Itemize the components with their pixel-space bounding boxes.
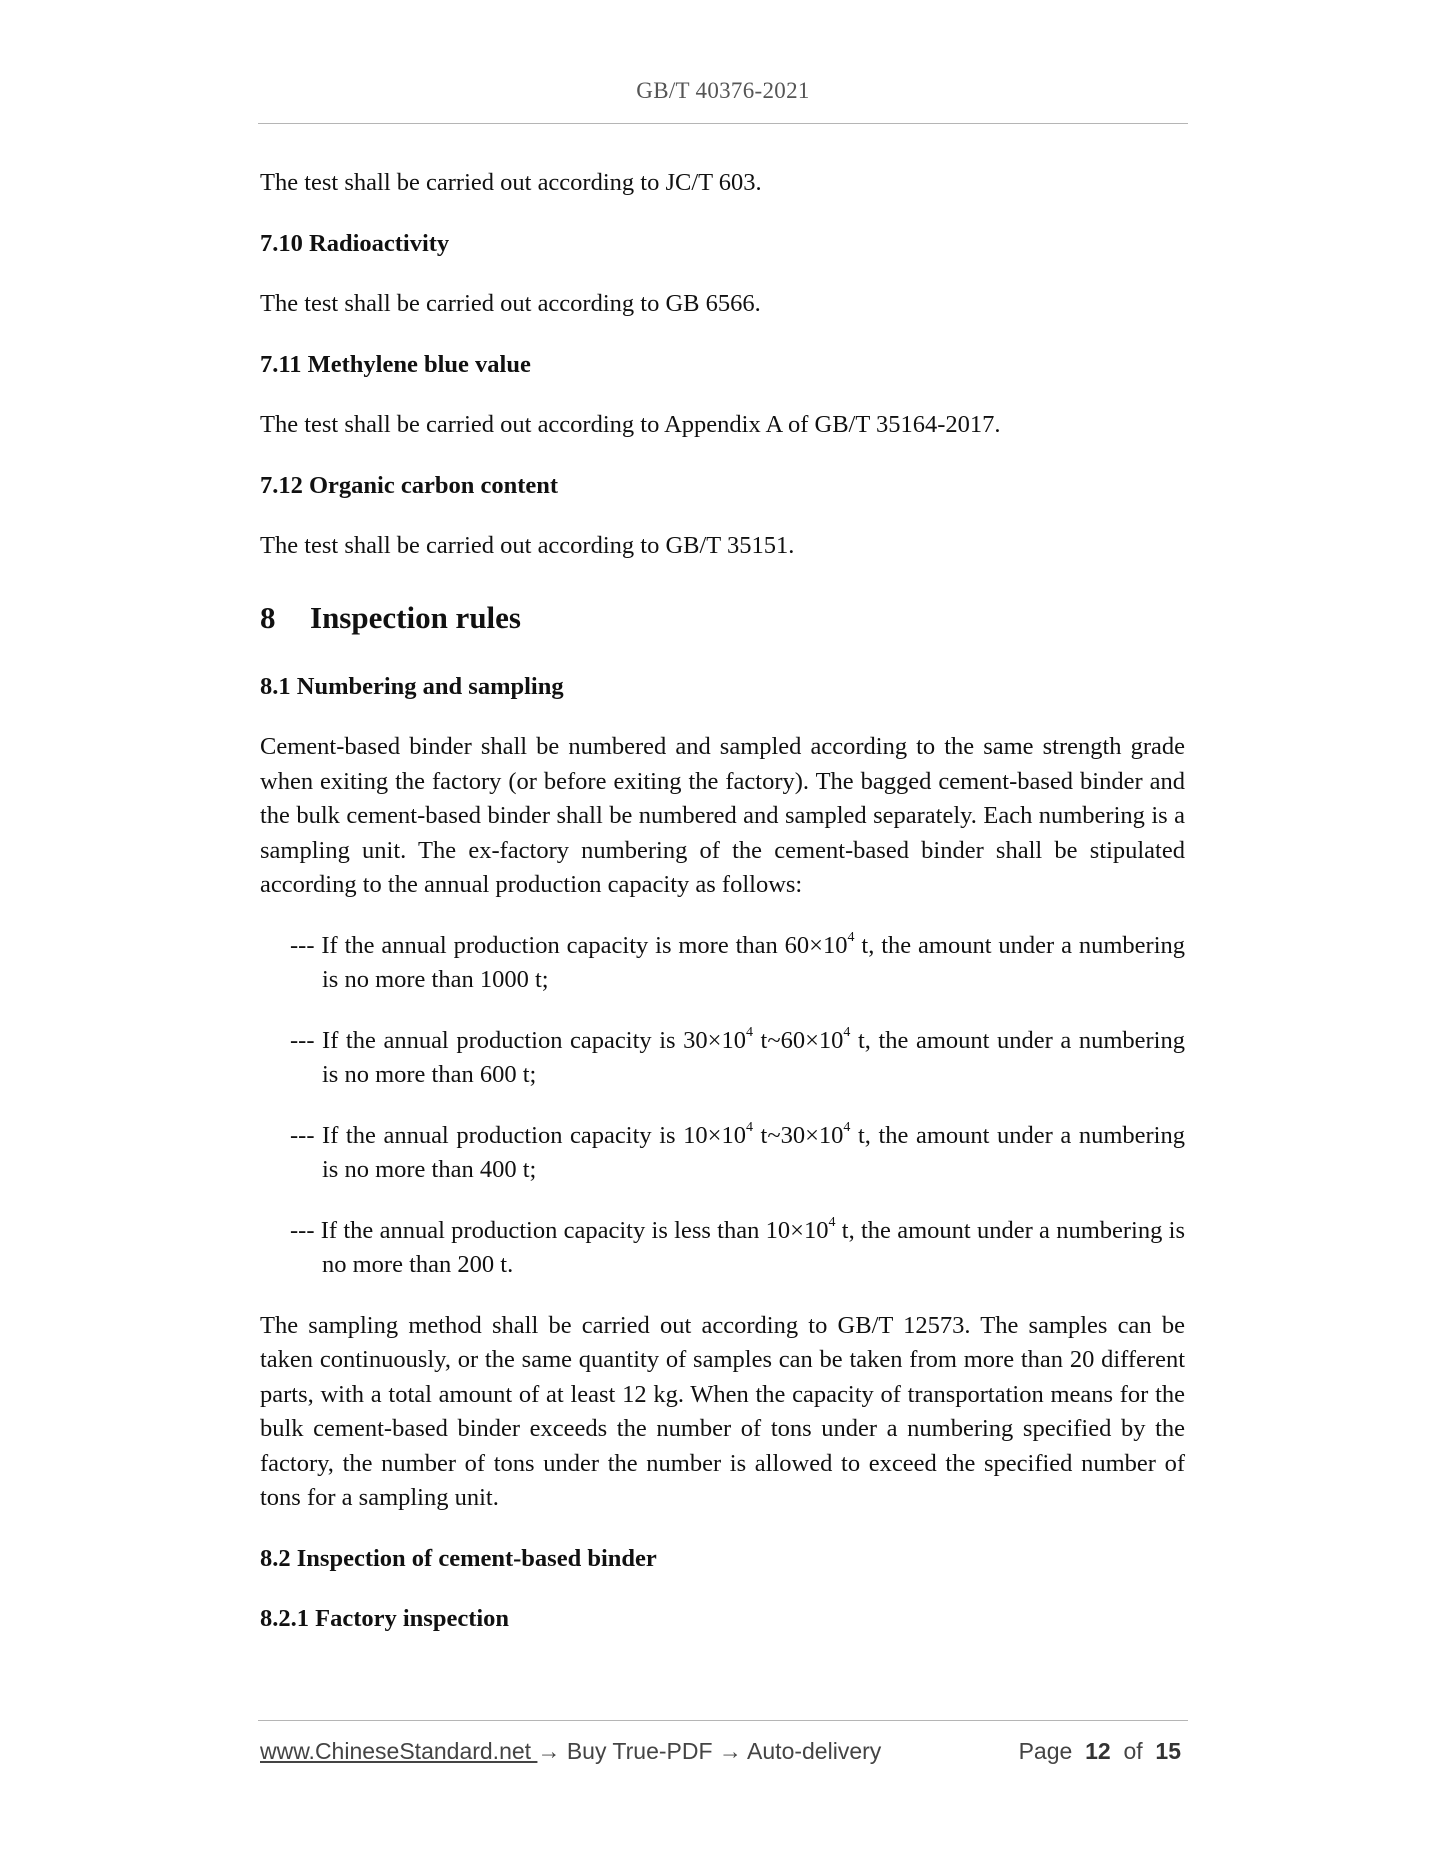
auto-delivery-text: Auto-delivery: [741, 1738, 882, 1764]
paragraph: The test shall be carried out according to GB/T 35151.: [260, 532, 795, 559]
section-heading-7-12: 7.12 Organic carbon content: [260, 471, 559, 499]
section-heading-7-11: 7.11 Methylene blue value: [260, 350, 531, 378]
header-rule: [258, 123, 1188, 124]
list-item: --- If the annual production capacity is $30\times 10^4$ $t\sim 60\times 10^4$ t, the amount under a numbering is no more than 600 t;: [290, 1025, 1185, 1088]
paragraph: Cement-based binder shall be numbered and sampled according to the same strength grade when exiting the factory (or before exiting the factory). The bagged cement-based binder and the bulk cement-based binder shall be numbered and sampled separately. Each numbering is a sampling unit. The ex-factory numbering of the cement-based binder shall be stipulated according to the annual production capacity as follows:: [260, 733, 1185, 898]
footer-promo: [260, 1738, 881, 1765]
paragraph: The sampling method shall be carried out according to GB/T 12573. The samples can be taken continuously, or the same quantity of samples can be taken from more than 20 different parts, with a total amount of at least 12 kg. When the capacity of transportation means for the bulk cement-based binder exceeds the number of tons under a numbering specified by the factory, the number of tons under the number is allowed to exceed the specified number of tons for a sampling unit.: [260, 1311, 1185, 1511]
page-header: GB/T 40376-2021: [636, 78, 810, 103]
chapter-number: 8: [260, 599, 276, 635]
paragraph: The test shall be carried out according to GB 6566.: [260, 290, 761, 317]
website-link[interactable]: www.ChineseStandard.net: [260, 1738, 538, 1764]
section-heading-8-1: 8.1 Numbering and sampling: [260, 672, 564, 700]
arrow-right-icon: →: [718, 1738, 742, 1764]
buy-true-pdf-text: Buy True-PDF: [560, 1738, 719, 1764]
page-footer: [260, 1738, 1185, 1770]
list-item: --- If the annual production capacity is $10\times 10^4$ $t\sim 30\times 10^4$ t, the amount under a numbering is no more than 400 t;: [290, 1120, 1185, 1183]
list-item: --- If the annual production capacity is more than $60\times 10^4$ t, the amount under a numbering is no more than 1000 t;: [290, 930, 1186, 993]
arrow-right-icon: →: [537, 1738, 561, 1764]
paragraph: The test shall be carried out according to Appendix A of GB/T 35164-2017.: [260, 411, 1001, 438]
chapter-heading-8: [260, 598, 1185, 638]
chapter-title: Inspection rules: [310, 599, 521, 635]
section-heading-8-2-1: 8.2.1 Factory inspection: [260, 1605, 510, 1632]
page-content: [260, 166, 1185, 1637]
section-heading-7-10: 7.10 Radioactivity: [260, 229, 450, 257]
page-number: Page 12 of 15: [1018, 1738, 1181, 1764]
list-item: --- If the annual production capacity is less than $10\times 10^4$ t, the amount under a numbering is no more than 200 t.: [290, 1215, 1185, 1278]
section-heading-8-2: 8.2 Inspection of cement-based binder: [260, 1544, 657, 1572]
footer-rule: [258, 1720, 1188, 1721]
paragraph: The test shall be carried out according to JC/T 603.: [260, 169, 762, 196]
